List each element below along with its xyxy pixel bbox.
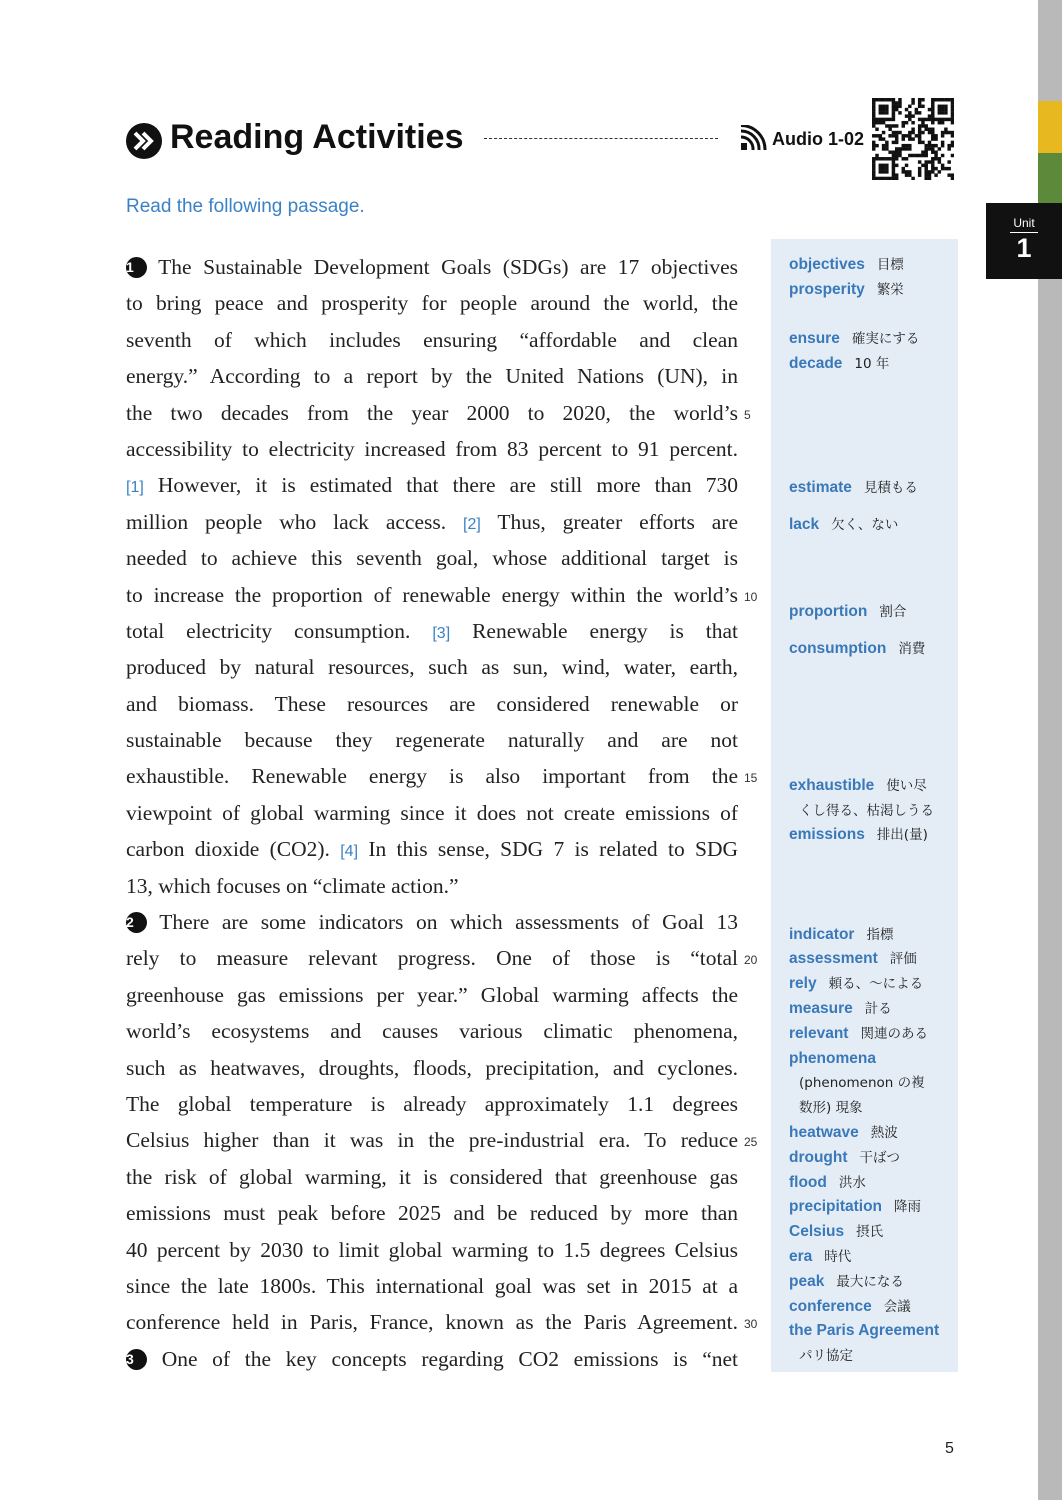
passage-text: greenhouse gas emissions per year.” Global warming affects the — [126, 982, 738, 1007]
passage-text: exhaustible. Renewable energy is also important from the — [126, 764, 738, 789]
passage-line — [126, 395, 751, 431]
passage-text: Celsius higher than it was in the pre-industrial era. To reduce — [126, 1128, 738, 1153]
passage-text: There are some indicators on which assessments of Goal 13 — [159, 910, 738, 935]
glossary-definition: 使い尽 — [886, 777, 927, 794]
passage-text: viewpoint of global warming since it does not create emissions of — [126, 800, 738, 825]
glossary-entry — [789, 1319, 954, 1369]
passage-line — [126, 649, 738, 685]
passage-text: million people who lack access. — [126, 509, 447, 534]
passage-line — [126, 758, 758, 794]
passage-line — [126, 868, 738, 904]
glossary-term: measure — [789, 1000, 853, 1017]
insertion-marker: [2] — [463, 515, 481, 533]
passage-line — [126, 1341, 738, 1377]
glossary-definition: 会議 — [883, 1298, 911, 1315]
paragraph-number-badge: 2 — [126, 912, 147, 933]
glossary-term: decade — [789, 355, 843, 373]
glossary-definition: 指標 — [866, 926, 894, 943]
passage-text: 13, which focuses on “climate action.” — [126, 873, 459, 898]
passage-line — [126, 249, 738, 285]
line-number: 30 — [744, 1317, 758, 1332]
glossary-entry — [789, 997, 954, 1022]
glossary-definition: 見積もる — [863, 480, 918, 497]
glossary-entry — [789, 253, 954, 278]
glossary-term: Celsius — [789, 1223, 845, 1241]
side-color-band-green — [1038, 153, 1062, 203]
unit-tab-number: 1 — [1016, 233, 1032, 263]
audio-track-label[interactable]: Audio 1-02 — [772, 129, 865, 149]
glossary-entry — [789, 923, 954, 948]
unit-tab — [986, 203, 1062, 279]
passage-text: total electricity consumption. — [126, 618, 411, 643]
glossary-definition: 時代 — [824, 1249, 852, 1265]
glossary-definition: パリ協定 — [799, 1348, 853, 1365]
glossary-term: relevant — [789, 1024, 849, 1042]
passage-line — [126, 795, 738, 831]
glossary-entry — [789, 1121, 954, 1146]
glossary-definition: 割合 — [879, 604, 907, 621]
glossary-entry — [789, 1245, 954, 1270]
glossary-definition: 関連のある — [860, 1025, 928, 1042]
passage-line — [126, 686, 738, 722]
glossary-definition: 欠く、ない — [831, 517, 899, 534]
passage-text: the risk of global warming, it is considered that greenhouse gas — [126, 1164, 738, 1189]
side-color-band-yellow — [1038, 101, 1062, 153]
passage-line — [126, 1268, 738, 1304]
glossary-definition: (phenomenon の複 — [799, 1075, 925, 1092]
glossary-definition: 評価 — [889, 951, 917, 968]
glossary-sidebar — [771, 239, 958, 1372]
glossary-term: exhaustible — [789, 776, 875, 794]
unit-tab-label: Unit — [1013, 216, 1035, 230]
passage-text: 40 percent by 2030 to limit global warming to 1.5 degrees Celsius — [126, 1237, 738, 1262]
double-chevron-icon — [126, 123, 162, 159]
passage-line — [126, 831, 738, 867]
passage-text: The Sustainable Development Goals (SDGs) are 17 objectives — [158, 255, 739, 279]
glossary-entry — [789, 600, 954, 625]
passage-text: The global temperature is already approximately 1.1 degrees — [126, 1091, 738, 1116]
passage-text: since the late 1800s. This international goal was set in 2015 at a — [126, 1273, 738, 1298]
passage-text: carbon dioxide (CO2). — [126, 837, 330, 862]
passage-text: to bring peace and prosperity for people around the world, the — [126, 291, 738, 316]
line-number: 15 — [744, 771, 758, 786]
passage-line — [126, 1013, 738, 1049]
glossary-term: assessment — [789, 950, 878, 968]
passage-line — [126, 1050, 738, 1086]
passage-line — [126, 1086, 738, 1122]
passage-line — [126, 1232, 738, 1268]
glossary-term: emissions — [789, 826, 865, 844]
line-number: 10 — [744, 589, 758, 604]
glossary-term: prosperity — [789, 280, 865, 298]
glossary-entry — [789, 327, 954, 352]
passage-line — [126, 322, 738, 358]
page-number: 5 — [945, 1440, 954, 1457]
passage-text: conference held in Paris, France, known as the Paris Agreement. — [126, 1310, 738, 1335]
glossary-definition: 消費 — [898, 641, 926, 658]
glossary-entry — [789, 947, 954, 972]
glossary-term: proportion — [789, 603, 868, 621]
passage-line — [126, 467, 738, 503]
passage-line — [126, 1195, 738, 1231]
glossary-definition: 確実にする — [851, 331, 920, 348]
passage-text: emissions must peak before 2025 and be reduced by more than — [126, 1201, 738, 1226]
glossary-term: the Paris Agreement — [789, 1322, 940, 1340]
passage-text: rely to measure relevant progress. One of those is “total — [126, 946, 738, 971]
passage-line — [126, 722, 738, 758]
passage-text: such as heatwaves, droughts, floods, precipitation, and cyclones. — [126, 1055, 738, 1080]
insertion-marker: [4] — [340, 843, 359, 861]
passage-line — [126, 540, 738, 576]
passage-text: the two decades from the year 2000 to 2020, the world’s — [126, 400, 738, 425]
glossary-term: lack — [789, 516, 820, 534]
glossary-entry — [789, 972, 954, 997]
glossary-entry — [789, 1047, 954, 1121]
glossary-definition: 数形) 現象 — [799, 1100, 863, 1117]
glossary-term: flood — [789, 1173, 827, 1191]
glossary-entry — [789, 1270, 954, 1295]
line-number: 5 — [744, 407, 751, 422]
passage-text: Thus, greater efforts are — [497, 509, 738, 534]
glossary-entry — [789, 278, 954, 303]
glossary-definition: 摂氏 — [856, 1224, 884, 1241]
passage-text: world’s ecosystems and causes various climatic phenomena, — [126, 1019, 738, 1044]
glossary-definition: 10 年 — [854, 356, 890, 373]
passage-line — [126, 1122, 758, 1158]
line-number: 25 — [744, 1135, 758, 1150]
passage-line — [126, 940, 758, 976]
glossary-term: estimate — [789, 479, 852, 497]
paragraph-number-badge: 3 — [126, 1349, 147, 1370]
glossary-entry — [789, 1195, 954, 1220]
glossary-term: peak — [789, 1272, 825, 1290]
paragraph-number-badge: 1 — [126, 257, 147, 278]
passage-line — [126, 904, 738, 940]
passage-text: accessibility to electricity increased from 83 percent to 91 percent. — [126, 436, 738, 461]
section-header — [126, 116, 962, 176]
passage-line — [126, 977, 738, 1013]
glossary-entry — [789, 352, 954, 377]
line-number: 20 — [744, 953, 758, 968]
glossary-term: conference — [789, 1297, 872, 1315]
glossary-term: objectives — [789, 256, 865, 273]
passage-line — [126, 1159, 738, 1195]
glossary-term: phenomena — [789, 1049, 876, 1067]
passage-text: In this sense, SDG 7 is related to SDG — [368, 837, 739, 862]
glossary-term: indicator — [789, 925, 855, 943]
passage-text: However, it is estimated that there are still more than 730 — [157, 473, 739, 498]
glossary-term: era — [789, 1248, 813, 1265]
glossary-entry — [789, 1220, 954, 1245]
glossary-definition: 繁栄 — [876, 281, 904, 298]
insertion-marker: [1] — [126, 479, 144, 497]
glossary-entry — [789, 513, 954, 538]
glossary-term: rely — [789, 975, 817, 993]
passage-text: to increase the proportion of renewable energy within the world’s — [126, 582, 738, 607]
audio-signal-icon[interactable] — [740, 125, 770, 151]
passage-line — [126, 285, 738, 321]
passage-line — [126, 613, 738, 649]
passage-line — [126, 504, 738, 540]
glossary-term: consumption — [789, 640, 887, 658]
insertion-marker: [3] — [432, 624, 451, 642]
glossary-entry — [789, 774, 954, 824]
glossary-entry — [789, 476, 954, 501]
passage-text: One of the key concepts regarding CO2 emissions is “net — [161, 1346, 739, 1371]
passage-line — [126, 577, 758, 613]
glossary-term: heatwave — [789, 1124, 859, 1141]
glossary-definition: 洪水 — [838, 1174, 866, 1191]
glossary-definition: 排出(量) — [876, 827, 928, 844]
passage-text: and biomass. These resources are considered renewable or — [126, 691, 738, 716]
glossary-entry — [789, 1022, 954, 1047]
glossary-definition: 最大になる — [836, 1273, 904, 1290]
glossary-entry — [789, 823, 954, 848]
glossary-definition: 目標 — [876, 257, 904, 273]
glossary-definition: 熱波 — [870, 1125, 898, 1141]
passage-text: energy.” According to a report by the United Nations (UN), in — [126, 364, 738, 389]
section-title: Reading Activities — [170, 118, 464, 156]
glossary-entry — [789, 1171, 954, 1196]
glossary-entry — [789, 1295, 954, 1320]
glossary-definition: くし得る、枯渇しうる — [799, 802, 934, 819]
passage-text: seventh of which includes ensuring “affordable and clean — [126, 327, 738, 352]
header-dashed-rule — [484, 138, 718, 139]
glossary-entry — [789, 1146, 954, 1171]
passage-text: needed to achieve this seventh goal, whose additional target is — [126, 546, 738, 571]
passage-line — [126, 431, 738, 467]
glossary-term: precipitation — [789, 1198, 883, 1216]
glossary-entry — [789, 637, 954, 662]
passage-text: produced by natural resources, such as sun, wind, water, earth, — [126, 655, 738, 680]
glossary-definition: 計る — [864, 1001, 892, 1017]
glossary-term: drought — [789, 1148, 848, 1166]
qr-code-icon[interactable] — [872, 98, 954, 180]
passage-text: Renewable energy is that — [472, 618, 739, 643]
glossary-definition: 降雨 — [894, 1199, 922, 1216]
reading-passage — [126, 249, 758, 1377]
passage-line — [126, 1304, 758, 1340]
glossary-definition: 頼る、〜による — [828, 976, 924, 993]
passage-text: sustainable because they regenerate naturally and are not — [126, 728, 738, 753]
glossary-term: ensure — [789, 330, 840, 348]
reading-instruction: Read the following passage. — [126, 196, 365, 217]
passage-line — [126, 358, 738, 394]
glossary-definition: 干ばつ — [859, 1149, 901, 1166]
